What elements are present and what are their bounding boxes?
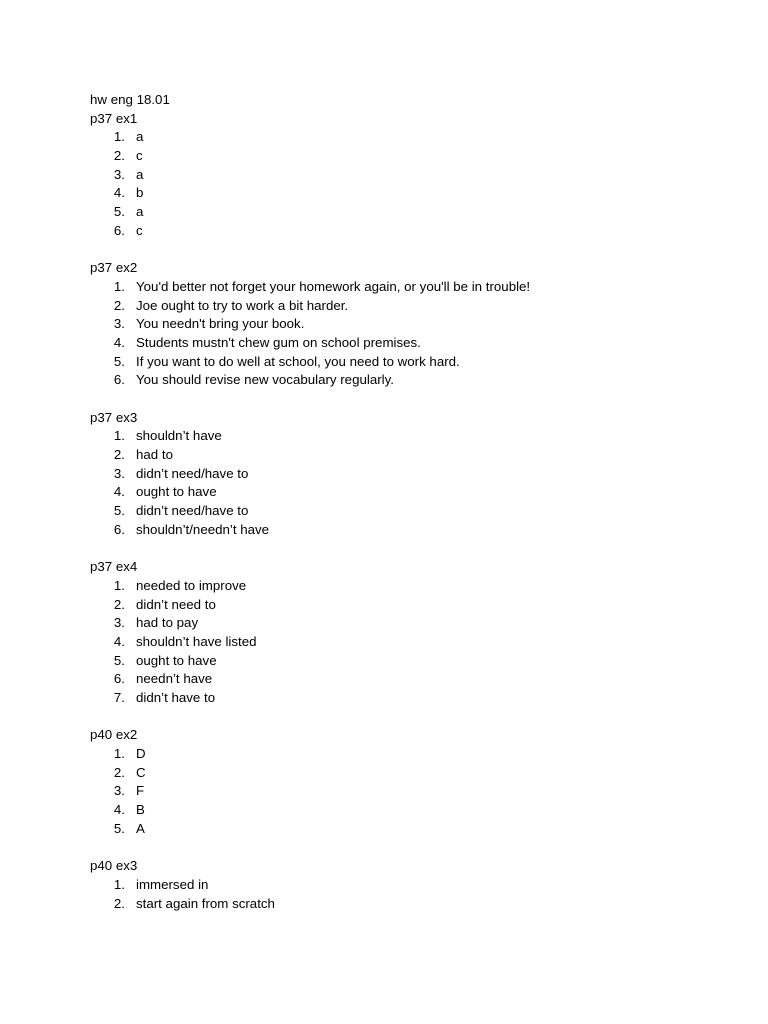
list-item-number: 2. bbox=[113, 447, 125, 463]
numbered-list bbox=[90, 427, 730, 539]
numbered-list bbox=[90, 278, 730, 390]
list-item bbox=[90, 166, 730, 185]
list-item bbox=[90, 128, 730, 147]
list-item-text: c bbox=[136, 148, 143, 164]
list-item bbox=[90, 652, 730, 671]
list-item-text: You needn't bring your book. bbox=[136, 316, 305, 332]
list-item bbox=[90, 203, 730, 222]
list-item-text: D bbox=[136, 746, 146, 762]
list-item-number: 4. bbox=[113, 185, 125, 201]
list-item-number: 3. bbox=[113, 316, 125, 332]
document-page bbox=[90, 91, 730, 913]
list-item bbox=[90, 502, 730, 521]
list-item-number: 1. bbox=[113, 129, 125, 145]
list-item bbox=[90, 297, 730, 316]
list-item-text: B bbox=[136, 802, 145, 818]
list-item bbox=[90, 315, 730, 334]
list-item-text: needed to improve bbox=[136, 577, 247, 593]
list-item-number: 5. bbox=[113, 652, 125, 668]
list-item-number: 4. bbox=[113, 633, 125, 649]
list-item-text: start again from scratch bbox=[136, 895, 275, 911]
list-item bbox=[90, 446, 730, 465]
blank-line bbox=[90, 839, 730, 858]
list-item-number: 6. bbox=[113, 521, 125, 537]
blank-line bbox=[90, 241, 730, 260]
list-item-number: 7. bbox=[113, 690, 125, 705]
list-item-number: 5. bbox=[113, 820, 125, 836]
list-item bbox=[90, 745, 730, 764]
numbered-list bbox=[90, 128, 730, 240]
list-item-number: 1. bbox=[113, 746, 125, 762]
list-item bbox=[90, 184, 730, 203]
list-item-number: 3. bbox=[113, 166, 125, 182]
list-item-number: 5. bbox=[113, 204, 125, 220]
list-item-number: 6. bbox=[113, 222, 125, 238]
section-heading: p37 ex2 bbox=[90, 260, 138, 276]
list-item-number: 4. bbox=[113, 334, 125, 350]
numbered-list bbox=[90, 745, 730, 838]
list-item-text: ought to have bbox=[136, 652, 217, 668]
list-item-text: b bbox=[136, 185, 144, 201]
list-item bbox=[90, 483, 730, 502]
list-item bbox=[90, 147, 730, 166]
list-item bbox=[90, 353, 730, 372]
section-heading: p37 ex3 bbox=[90, 409, 138, 425]
list-item-number: 1. bbox=[113, 577, 125, 593]
list-item-number: 2. bbox=[113, 764, 125, 780]
list-item-text: a bbox=[136, 204, 144, 220]
list-item-number: 2. bbox=[113, 596, 125, 612]
sections-container bbox=[90, 110, 730, 914]
list-item bbox=[90, 801, 730, 820]
list-item-number: 5. bbox=[113, 503, 125, 519]
list-item-number: 6. bbox=[113, 372, 125, 388]
numbered-list bbox=[90, 577, 730, 708]
list-item-text: a bbox=[136, 166, 144, 182]
list-item-text: shouldn’t have listed bbox=[136, 633, 257, 649]
list-item bbox=[90, 820, 730, 839]
list-item-number: 3. bbox=[113, 783, 125, 799]
list-item-number: 2. bbox=[113, 895, 125, 911]
section-heading: p40 ex2 bbox=[90, 727, 138, 743]
list-item-text: If you want to do well at school, you need to work hard. bbox=[136, 353, 460, 369]
list-item bbox=[90, 782, 730, 801]
list-item bbox=[90, 465, 730, 484]
list-item-text: Joe ought to try to work a bit harder. bbox=[136, 297, 349, 313]
list-item bbox=[90, 689, 730, 708]
list-item-text: You'd better not forget your homework again, or you'll be in trouble! bbox=[136, 278, 531, 294]
list-item bbox=[90, 876, 730, 895]
document-title: hw eng 18.01 bbox=[90, 92, 170, 107]
list-item-text: ought to have bbox=[136, 484, 217, 500]
list-item bbox=[90, 371, 730, 390]
list-item-number: 3. bbox=[113, 465, 125, 481]
list-item-text: immersed in bbox=[136, 876, 209, 892]
list-item-number: 4. bbox=[113, 802, 125, 818]
list-item-text: shouldn’t/needn’t have bbox=[136, 521, 270, 537]
list-item bbox=[90, 596, 730, 615]
list-item-text: c bbox=[136, 222, 143, 238]
list-item-text: didn’t have to bbox=[136, 690, 216, 705]
list-item-text: A bbox=[136, 820, 145, 836]
list-item-number: 3. bbox=[113, 615, 125, 631]
section-heading: p37 ex1 bbox=[90, 110, 138, 126]
list-item-number: 1. bbox=[113, 428, 125, 444]
list-item bbox=[90, 895, 730, 914]
list-item-text: Students mustn't chew gum on school premises. bbox=[136, 334, 421, 350]
list-item-number: 2. bbox=[113, 148, 125, 164]
list-item-number: 4. bbox=[113, 484, 125, 500]
list-item-text: F bbox=[136, 783, 145, 799]
list-item-text: didn’t need/have to bbox=[136, 465, 249, 481]
list-item-number: 5. bbox=[113, 353, 125, 369]
list-item-text: had to bbox=[136, 447, 173, 463]
list-item-text: You should revise new vocabulary regularly. bbox=[136, 372, 394, 388]
list-item bbox=[90, 278, 730, 297]
list-item-number: 2. bbox=[113, 297, 125, 313]
list-item-number: 1. bbox=[113, 876, 125, 892]
list-item-text: needn’t have bbox=[136, 671, 213, 687]
numbered-list bbox=[90, 876, 730, 913]
list-item-text: a bbox=[136, 129, 144, 145]
list-item bbox=[90, 614, 730, 633]
list-item bbox=[90, 670, 730, 689]
list-item bbox=[90, 577, 730, 596]
blank-line bbox=[90, 708, 730, 727]
list-item bbox=[90, 427, 730, 446]
list-item bbox=[90, 222, 730, 241]
list-item-number: 6. bbox=[113, 671, 125, 687]
section-heading: p40 ex3 bbox=[90, 858, 138, 874]
list-item bbox=[90, 334, 730, 353]
list-item bbox=[90, 633, 730, 652]
list-item-text: didn’t need to bbox=[136, 596, 216, 612]
blank-line bbox=[90, 390, 730, 409]
blank-line bbox=[90, 540, 730, 559]
list-item-text: didn’t need/have to bbox=[136, 503, 249, 519]
list-item bbox=[90, 764, 730, 783]
section-heading: p37 ex4 bbox=[90, 559, 138, 575]
list-item bbox=[90, 521, 730, 540]
list-item-text: shouldn’t have bbox=[136, 428, 222, 444]
list-item-number: 1. bbox=[113, 278, 125, 294]
list-item-text: C bbox=[136, 764, 146, 780]
list-item-text: had to pay bbox=[136, 615, 199, 631]
